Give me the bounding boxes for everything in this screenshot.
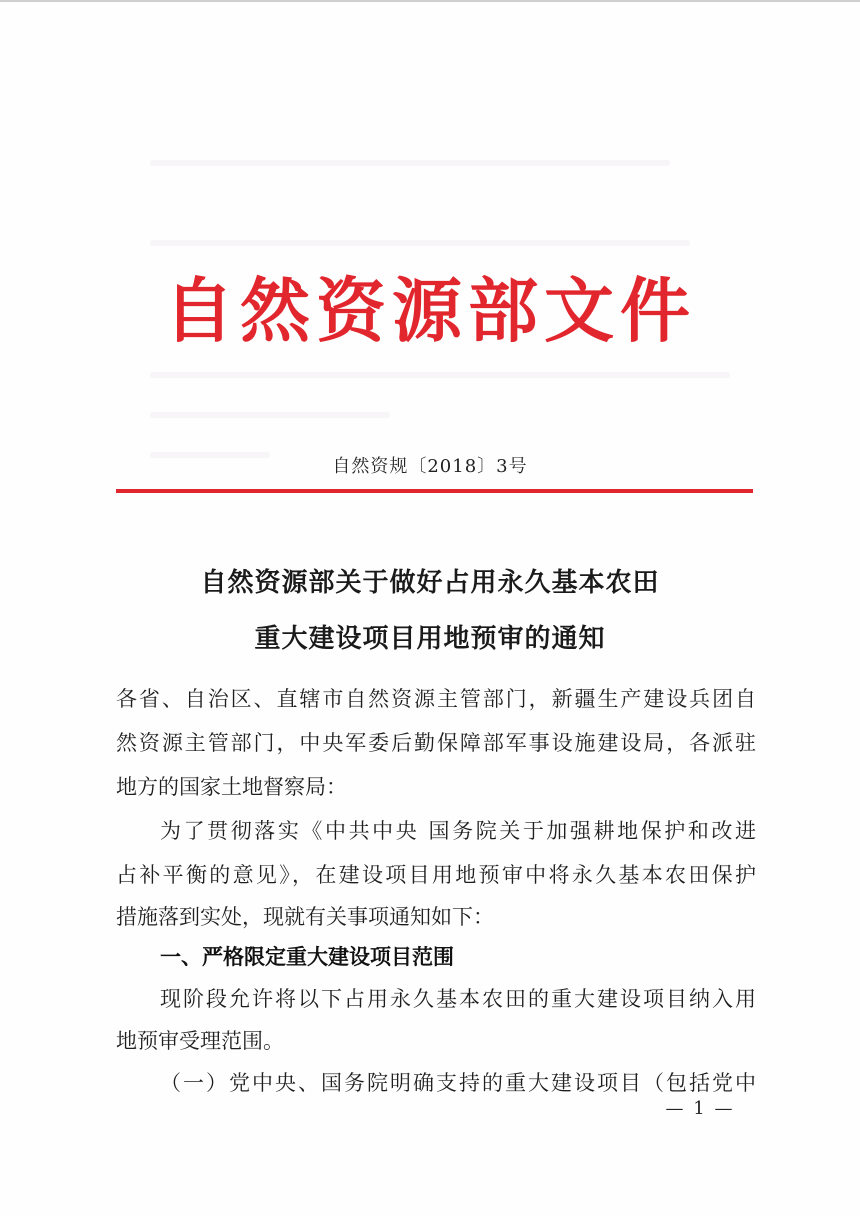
- bleed-through-mark: [150, 240, 690, 246]
- notice-title-line-2: 重大建设项目用地预审的通知: [254, 624, 606, 654]
- document-number: 自然资规〔2018〕3号: [332, 456, 528, 477]
- bleed-through-mark: [150, 160, 670, 166]
- section-paragraph-line: 现阶段允许将以下占用永久基本农田的重大建设项目纳入用: [160, 987, 756, 1011]
- section-heading: 一、严格限定重大建设项目范围: [160, 945, 454, 969]
- document-header-title: 自然资源部文件: [164, 270, 696, 352]
- intro-paragraph-line: 占补平衡的意见》，在建设项目用地预审中将永久基本农田保护: [116, 863, 756, 887]
- page-number: — 1 —: [665, 1098, 735, 1119]
- bleed-through-mark: [150, 412, 390, 418]
- item-paragraph-line: （一）党中央、国务院明确支持的重大建设项目（包括党中: [160, 1071, 756, 1095]
- page-top-edge: [0, 0, 860, 2]
- bleed-through-mark: [150, 372, 730, 378]
- addressee-line: 地方的国家土地督察局：: [116, 775, 347, 799]
- section-paragraph-line: 地预审受理范围。: [116, 1029, 284, 1053]
- red-divider-rule: [116, 489, 753, 493]
- addressee-line: 各省、自治区、直辖市自然资源主管部门，新疆生产建设兵团自: [116, 687, 756, 711]
- intro-paragraph-line: 为了贯彻落实《中共中央 国务院关于加强耕地保护和改进: [160, 819, 756, 843]
- notice-title-line-1: 自然资源部关于做好占用永久基本农田: [200, 568, 660, 598]
- intro-paragraph-line: 措施落到实处，现就有关事项通知如下：: [116, 905, 494, 929]
- addressee-line: 然资源主管部门，中央军委后勤保障部军事设施建设局，各派驻: [116, 731, 756, 755]
